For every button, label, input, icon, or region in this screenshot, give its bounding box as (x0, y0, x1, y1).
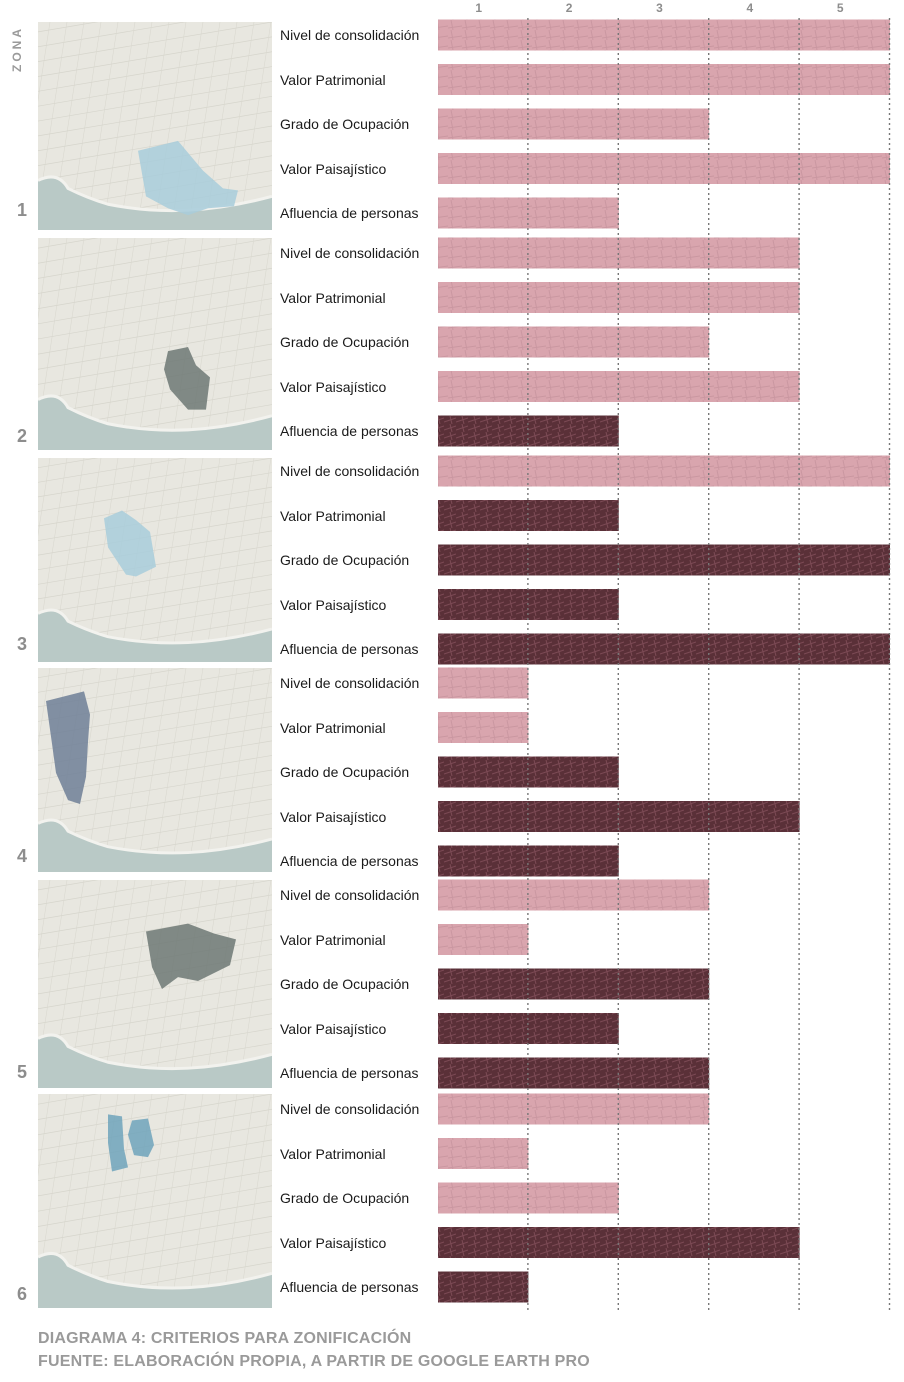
bar-zone2-4 (438, 371, 800, 402)
criterion-label-zone4-5: Afluencia de personas (280, 853, 419, 869)
x-tick-label-3: 3 (656, 1, 663, 15)
criterion-label-zone5-3: Grado de Ocupación (280, 976, 410, 992)
criterion-label-zone3-4: Valor Paisajístico (280, 596, 387, 613)
caption-source: FUENTE: ELABORACIÓN PROPIA, A PARTIR DE GOOGLE EARTH PRO (38, 1353, 590, 1370)
bar-zone3-5 (438, 634, 890, 665)
criterion-label-zone1-1: Nivel de consolidación (280, 27, 420, 43)
criterion-label-zone3-5: Afluencia de personas (280, 641, 419, 657)
criterion-label-zone1-2: Valor Patrimonial (280, 71, 386, 88)
criterion-label-zone5-2: Valor Patrimonial (280, 931, 386, 948)
bar-zone2-5 (438, 416, 619, 447)
bar-zone1-2 (438, 64, 890, 95)
bar-zone6-5 (438, 1272, 528, 1303)
bar-zone4-2 (438, 712, 528, 743)
criterion-label-zone6-3: Grado de Ocupación (280, 1190, 410, 1206)
criterion-label-zone3-2: Valor Patrimonial (280, 507, 386, 524)
bar-zone4-3 (438, 757, 619, 788)
bar-zone1-3 (438, 109, 709, 140)
criterion-label-zone6-2: Valor Patrimonial (280, 1145, 386, 1162)
x-tick-label-1: 1 (475, 1, 483, 15)
zone-number-5: 5 (16, 1062, 27, 1082)
bar-zone4-4 (438, 801, 800, 832)
zone-number-1: 1 (16, 200, 27, 220)
criterion-label-zone6-1: Nivel de consolidación (280, 1101, 420, 1117)
criterion-label-zone3-1: Nivel de consolidación (280, 463, 420, 479)
criterion-label-zone3-3: Grado de Ocupación (280, 552, 410, 568)
bar-zone1-1 (438, 20, 890, 51)
criterion-label-zone5-1: Nivel de consolidación (280, 887, 420, 903)
criterion-label-zone1-4: Valor Paisajístico (280, 160, 387, 177)
bar-zone5-5 (438, 1058, 709, 1089)
bar-zone5-3 (438, 969, 709, 1000)
criterion-label-zone1-5: Afluencia de personas (280, 205, 419, 221)
bar-zone2-3 (438, 327, 709, 358)
criterion-label-zone2-3: Grado de Ocupación (280, 334, 410, 350)
bar-zone4-5 (438, 846, 619, 877)
bar-zone6-1 (438, 1094, 709, 1125)
criterion-label-zone5-4: Valor Paisajístico (280, 1020, 387, 1037)
criterion-label-zone2-1: Nivel de consolidación (280, 245, 420, 261)
x-tick-label-4: 4 (746, 1, 754, 15)
zona-axis-label: ZONA (10, 26, 24, 72)
criterion-label-zone4-3: Grado de Ocupación (280, 764, 410, 780)
bar-zone3-1 (438, 456, 890, 487)
criterion-label-zone4-4: Valor Paisajístico (280, 808, 387, 825)
x-tick-label-2: 2 (565, 1, 573, 15)
criterion-label-zone2-2: Valor Patrimonial (280, 289, 386, 306)
bar-zone1-4 (438, 153, 890, 184)
zone-number-3: 3 (16, 634, 27, 654)
criterion-label-zone5-5: Afluencia de personas (280, 1065, 419, 1081)
bar-zone6-2 (438, 1138, 528, 1169)
bar-zone4-1 (438, 668, 528, 699)
bar-zone5-1 (438, 880, 709, 911)
criterion-label-zone4-2: Valor Patrimonial (280, 719, 386, 736)
bar-zone3-3 (438, 545, 890, 576)
zone-number-6: 6 (16, 1284, 27, 1304)
criterion-label-zone6-4: Valor Paisajístico (280, 1234, 387, 1251)
bar-zone5-2 (438, 924, 528, 955)
zone-number-4: 4 (16, 846, 27, 866)
zone-number-2: 2 (16, 426, 27, 446)
x-tick-label-5: 5 (836, 1, 844, 15)
caption-title: DIAGRAMA 4: CRITERIOS PARA ZONIFICACIÓN (38, 1330, 412, 1347)
criterion-label-zone6-5: Afluencia de personas (280, 1279, 419, 1295)
criterion-label-zone4-1: Nivel de consolidación (280, 675, 420, 691)
criterion-label-zone2-4: Valor Paisajístico (280, 378, 387, 395)
criterion-label-zone2-5: Afluencia de personas (280, 423, 419, 439)
criterion-label-zone1-3: Grado de Ocupación (280, 116, 410, 132)
